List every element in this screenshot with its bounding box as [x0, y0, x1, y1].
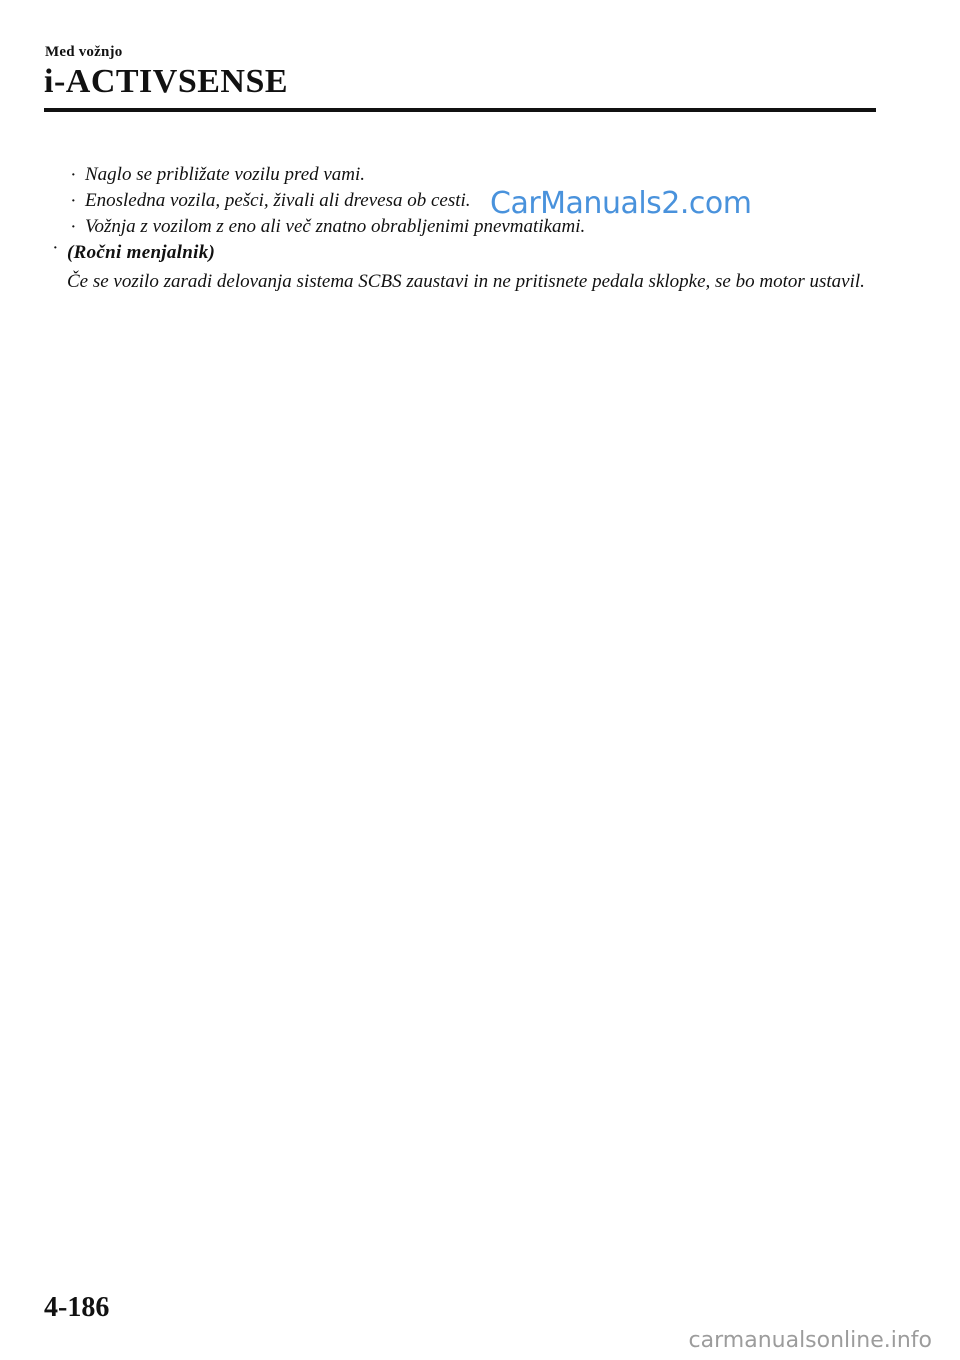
footer-watermark: carmanualsonline.info	[688, 1328, 932, 1353]
list-item-text: Naglo se približate vozilu pred vami.	[85, 164, 366, 185]
condition-sub-list	[48, 162, 878, 240]
bullet: ·	[53, 241, 58, 256]
section-label: Med vožnjo	[45, 44, 123, 60]
list-item	[48, 214, 878, 240]
bullet: ·	[71, 168, 76, 183]
bullet: ·	[71, 220, 76, 235]
manual-transmission-heading: (Ročni menjalnik)	[67, 242, 216, 263]
title-rule	[44, 108, 876, 112]
manual-transmission-item	[48, 240, 878, 295]
list-item-text: Vožnja z vozilom z eno ali več znatno obrabljenimi pnevmatikami.	[85, 216, 586, 237]
page-title: i-ACTIVSENSE	[44, 63, 289, 100]
bullet: ·	[71, 194, 76, 209]
watermark-logo: CarManuals2.com	[490, 186, 752, 221]
page-number: 4-186	[44, 1292, 110, 1323]
list-item-text: Enosledna vozila, pešci, živali ali drevesa ob cesti.	[85, 190, 471, 211]
content	[48, 162, 878, 295]
manual-transmission-text: Če se vozilo zaradi delovanja sistema SCBS zaustavi in ne pritisnete pedala sklopke, se bo motor ustavil.	[67, 271, 865, 292]
list-item	[48, 162, 878, 188]
list-item	[48, 188, 878, 214]
